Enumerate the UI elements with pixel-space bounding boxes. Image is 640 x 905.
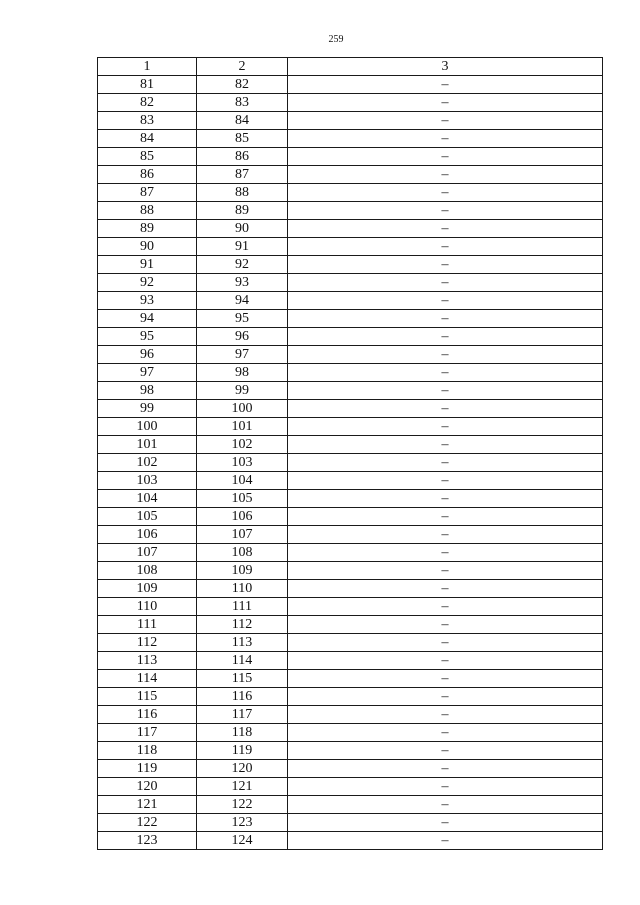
table-row xyxy=(98,526,603,544)
table-row xyxy=(98,112,603,130)
table-row xyxy=(98,634,603,652)
table-cell-col2: 83 xyxy=(197,94,288,112)
table-cell-col2: 115 xyxy=(197,670,288,688)
table-row xyxy=(98,670,603,688)
table-cell-col1: 107 xyxy=(98,544,197,562)
column-header-1: 1 xyxy=(98,58,197,76)
table-cell-col2: 109 xyxy=(197,562,288,580)
table-row xyxy=(98,202,603,220)
table-cell-col3: – xyxy=(288,634,603,652)
table-row xyxy=(98,166,603,184)
table-row xyxy=(98,580,603,598)
table-row xyxy=(98,400,603,418)
table-row xyxy=(98,652,603,670)
table-cell-col1: 97 xyxy=(98,364,197,382)
column-header-2: 2 xyxy=(197,58,288,76)
table-cell-col1: 84 xyxy=(98,130,197,148)
table-cell-col1: 103 xyxy=(98,472,197,490)
table-cell-col3: – xyxy=(288,382,603,400)
table-cell-col1: 120 xyxy=(98,778,197,796)
table-cell-col1: 87 xyxy=(98,184,197,202)
table-cell-col1: 121 xyxy=(98,796,197,814)
table-cell-col3: – xyxy=(288,400,603,418)
table-cell-col1: 112 xyxy=(98,634,197,652)
table-cell-col3: – xyxy=(288,436,603,454)
table-cell-col3: – xyxy=(288,364,603,382)
table-cell-col1: 96 xyxy=(98,346,197,364)
table-cell-col1: 108 xyxy=(98,562,197,580)
table-cell-col1: 104 xyxy=(98,490,197,508)
table-cell-col1: 118 xyxy=(98,742,197,760)
table-cell-col1: 83 xyxy=(98,112,197,130)
table-cell-col3: – xyxy=(288,616,603,634)
table-cell-col3: – xyxy=(288,742,603,760)
table-cell-col2: 119 xyxy=(197,742,288,760)
table-cell-col1: 101 xyxy=(98,436,197,454)
table-row xyxy=(98,382,603,400)
table-cell-col2: 106 xyxy=(197,508,288,526)
table-row xyxy=(98,184,603,202)
table-cell-col3: – xyxy=(288,256,603,274)
table-cell-col3: – xyxy=(288,310,603,328)
table-cell-col2: 110 xyxy=(197,580,288,598)
table-row xyxy=(98,616,603,634)
table-cell-col3: – xyxy=(288,76,603,94)
table-cell-col2: 96 xyxy=(197,328,288,346)
table-cell-col2: 118 xyxy=(197,724,288,742)
table-cell-col2: 108 xyxy=(197,544,288,562)
table-row xyxy=(98,418,603,436)
table-cell-col2: 97 xyxy=(197,346,288,364)
table-cell-col1: 115 xyxy=(98,688,197,706)
table-row xyxy=(98,436,603,454)
table-row xyxy=(98,454,603,472)
table-row xyxy=(98,778,603,796)
table-cell-col3: – xyxy=(288,724,603,742)
table-cell-col2: 98 xyxy=(197,364,288,382)
table-row xyxy=(98,796,603,814)
table-cell-col3: – xyxy=(288,580,603,598)
table-cell-col1: 82 xyxy=(98,94,197,112)
table-cell-col3: – xyxy=(288,94,603,112)
table-cell-col3: – xyxy=(288,652,603,670)
table-cell-col2: 107 xyxy=(197,526,288,544)
table-cell-col2: 95 xyxy=(197,310,288,328)
table-cell-col1: 116 xyxy=(98,706,197,724)
table-cell-col3: – xyxy=(288,706,603,724)
table-row xyxy=(98,256,603,274)
table-row xyxy=(98,346,603,364)
table-cell-col1: 119 xyxy=(98,760,197,778)
column-header-3: 3 xyxy=(288,58,603,76)
table-cell-col3: – xyxy=(288,148,603,166)
table-body xyxy=(98,76,603,850)
table-row xyxy=(98,760,603,778)
table-row xyxy=(98,274,603,292)
table-cell-col3: – xyxy=(288,562,603,580)
table-cell-col2: 122 xyxy=(197,796,288,814)
table-cell-col3: – xyxy=(288,274,603,292)
table-cell-col3: – xyxy=(288,526,603,544)
table-cell-col2: 123 xyxy=(197,814,288,832)
table-cell-col3: – xyxy=(288,418,603,436)
table-cell-col2: 114 xyxy=(197,652,288,670)
table-cell-col1: 105 xyxy=(98,508,197,526)
table-cell-col1: 106 xyxy=(98,526,197,544)
table-cell-col1: 123 xyxy=(98,832,197,850)
table-cell-col2: 86 xyxy=(197,148,288,166)
table-cell-col2: 101 xyxy=(197,418,288,436)
table-cell-col2: 99 xyxy=(197,382,288,400)
table-cell-col1: 102 xyxy=(98,454,197,472)
table-cell-col3: – xyxy=(288,544,603,562)
table-row xyxy=(98,328,603,346)
table-cell-col1: 109 xyxy=(98,580,197,598)
table-cell-col1: 81 xyxy=(98,76,197,94)
table-cell-col3: – xyxy=(288,508,603,526)
table-cell-col3: – xyxy=(288,796,603,814)
table-row xyxy=(98,544,603,562)
table-row xyxy=(98,94,603,112)
table-cell-col3: – xyxy=(288,130,603,148)
table-row xyxy=(98,76,603,94)
table-cell-col3: – xyxy=(288,328,603,346)
table-cell-col2: 102 xyxy=(197,436,288,454)
table-row xyxy=(98,508,603,526)
table-cell-col2: 103 xyxy=(197,454,288,472)
table-cell-col2: 111 xyxy=(197,598,288,616)
table-row xyxy=(98,706,603,724)
table-row xyxy=(98,472,603,490)
table-cell-col3: – xyxy=(288,670,603,688)
table-cell-col1: 93 xyxy=(98,292,197,310)
table-row xyxy=(98,130,603,148)
table-cell-col1: 91 xyxy=(98,256,197,274)
table-cell-col1: 88 xyxy=(98,202,197,220)
table-cell-col3: – xyxy=(288,490,603,508)
table-cell-col3: – xyxy=(288,832,603,850)
table-cell-col1: 98 xyxy=(98,382,197,400)
table-cell-col2: 121 xyxy=(197,778,288,796)
table-row xyxy=(98,364,603,382)
table-cell-col1: 110 xyxy=(98,598,197,616)
table-cell-col3: – xyxy=(288,454,603,472)
table-cell-col1: 92 xyxy=(98,274,197,292)
table-cell-col1: 95 xyxy=(98,328,197,346)
table-cell-col1: 86 xyxy=(98,166,197,184)
table-row xyxy=(98,310,603,328)
table-cell-col3: – xyxy=(288,220,603,238)
table-cell-col2: 93 xyxy=(197,274,288,292)
table-cell-col1: 111 xyxy=(98,616,197,634)
table-cell-col3: – xyxy=(288,202,603,220)
table-cell-col3: – xyxy=(288,112,603,130)
table-row xyxy=(98,832,603,850)
page-number: 259 xyxy=(328,34,344,45)
table-cell-col2: 124 xyxy=(197,832,288,850)
table-cell-col1: 90 xyxy=(98,238,197,256)
table-cell-col2: 117 xyxy=(197,706,288,724)
table-cell-col3: – xyxy=(288,238,603,256)
table-row xyxy=(98,292,603,310)
table-row xyxy=(98,688,603,706)
table-row xyxy=(98,220,603,238)
table-cell-col3: – xyxy=(288,472,603,490)
table-cell-col3: – xyxy=(288,346,603,364)
table-row xyxy=(98,742,603,760)
table-cell-col2: 92 xyxy=(197,256,288,274)
table-cell-col2: 85 xyxy=(197,130,288,148)
table-row xyxy=(98,598,603,616)
table-cell-col2: 88 xyxy=(197,184,288,202)
table-cell-col2: 89 xyxy=(197,202,288,220)
table-cell-col2: 112 xyxy=(197,616,288,634)
table-cell-col1: 114 xyxy=(98,670,197,688)
table-row xyxy=(98,724,603,742)
table-cell-col1: 113 xyxy=(98,652,197,670)
table-cell-col2: 113 xyxy=(197,634,288,652)
table-cell-col2: 104 xyxy=(197,472,288,490)
table-cell-col3: – xyxy=(288,814,603,832)
table-cell-col3: – xyxy=(288,292,603,310)
table-cell-col1: 89 xyxy=(98,220,197,238)
table-cell-col1: 100 xyxy=(98,418,197,436)
table-cell-col2: 116 xyxy=(197,688,288,706)
table-cell-col2: 87 xyxy=(197,166,288,184)
table-cell-col2: 100 xyxy=(197,400,288,418)
table-cell-col3: – xyxy=(288,778,603,796)
table-cell-col1: 99 xyxy=(98,400,197,418)
table-cell-col3: – xyxy=(288,688,603,706)
data-table xyxy=(97,57,603,850)
table-cell-col3: – xyxy=(288,166,603,184)
table-row xyxy=(98,490,603,508)
table-cell-col2: 120 xyxy=(197,760,288,778)
table-cell-col3: – xyxy=(288,184,603,202)
table-cell-col2: 94 xyxy=(197,292,288,310)
table-cell-col3: – xyxy=(288,598,603,616)
table-cell-col2: 84 xyxy=(197,112,288,130)
table-cell-col1: 94 xyxy=(98,310,197,328)
table-row xyxy=(98,148,603,166)
table-cell-col2: 91 xyxy=(197,238,288,256)
table-row xyxy=(98,238,603,256)
table-cell-col1: 85 xyxy=(98,148,197,166)
table-cell-col3: – xyxy=(288,760,603,778)
table-row xyxy=(98,814,603,832)
table-cell-col1: 117 xyxy=(98,724,197,742)
header-row xyxy=(98,58,603,76)
table-cell-col2: 90 xyxy=(197,220,288,238)
table-cell-col2: 82 xyxy=(197,76,288,94)
table-cell-col2: 105 xyxy=(197,490,288,508)
table-row xyxy=(98,562,603,580)
table-cell-col1: 122 xyxy=(98,814,197,832)
